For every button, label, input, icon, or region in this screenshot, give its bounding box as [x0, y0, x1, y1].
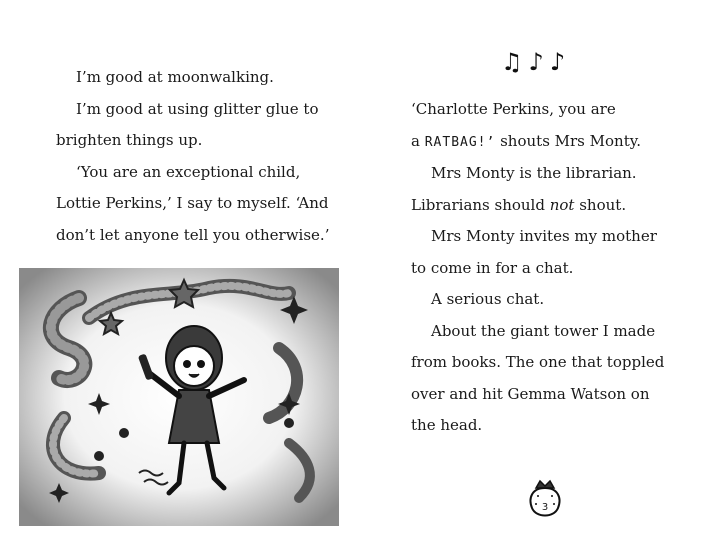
music-notes-icon: ♫♪♪ — [501, 48, 572, 76]
text-line: the head. — [411, 416, 483, 434]
text-line: from books. The one that toppled — [411, 353, 665, 371]
strawberry-icon — [526, 478, 564, 522]
text-line: Lottie Perkins,’ I say to myself. ‘And — [56, 194, 329, 212]
lottie-dancing-illustration — [19, 268, 339, 526]
text-line: A serious chat. — [431, 290, 545, 308]
text-line: Mrs Monty invites my mother — [431, 227, 657, 245]
emphasis-word: not — [549, 195, 575, 214]
left-page — [0, 0, 355, 550]
left-page-text — [56, 62, 346, 251]
text-line: brighten things up. — [56, 131, 203, 149]
text-line: ‘You are an exceptional child, — [76, 162, 301, 181]
text-line: Librarians should not shout. — [411, 195, 627, 214]
strawberry-page-marker — [526, 478, 564, 522]
shout-word: RATBAG!’ — [424, 134, 496, 150]
text-line: to come in for a chat. — [411, 258, 574, 277]
text-line: don’t let anyone tell you otherwise.’ — [56, 225, 330, 244]
text-line: over and hit Gemma Watson on — [411, 384, 650, 403]
text-line: I’m good at using glitter glue to — [76, 99, 319, 118]
text-line: ‘Charlotte Perkins, you are — [411, 100, 616, 118]
page-number: 3 — [541, 502, 549, 513]
text-line: About the giant tower I made — [431, 321, 656, 340]
text-line: a RATBAG!’ shouts Mrs Monty. — [411, 131, 641, 150]
right-page-text — [411, 94, 701, 442]
right-page — [356, 0, 711, 550]
text-line: Mrs Monty is the librarian. — [431, 164, 637, 182]
text-line: I’m good at moonwalking. — [76, 68, 274, 86]
